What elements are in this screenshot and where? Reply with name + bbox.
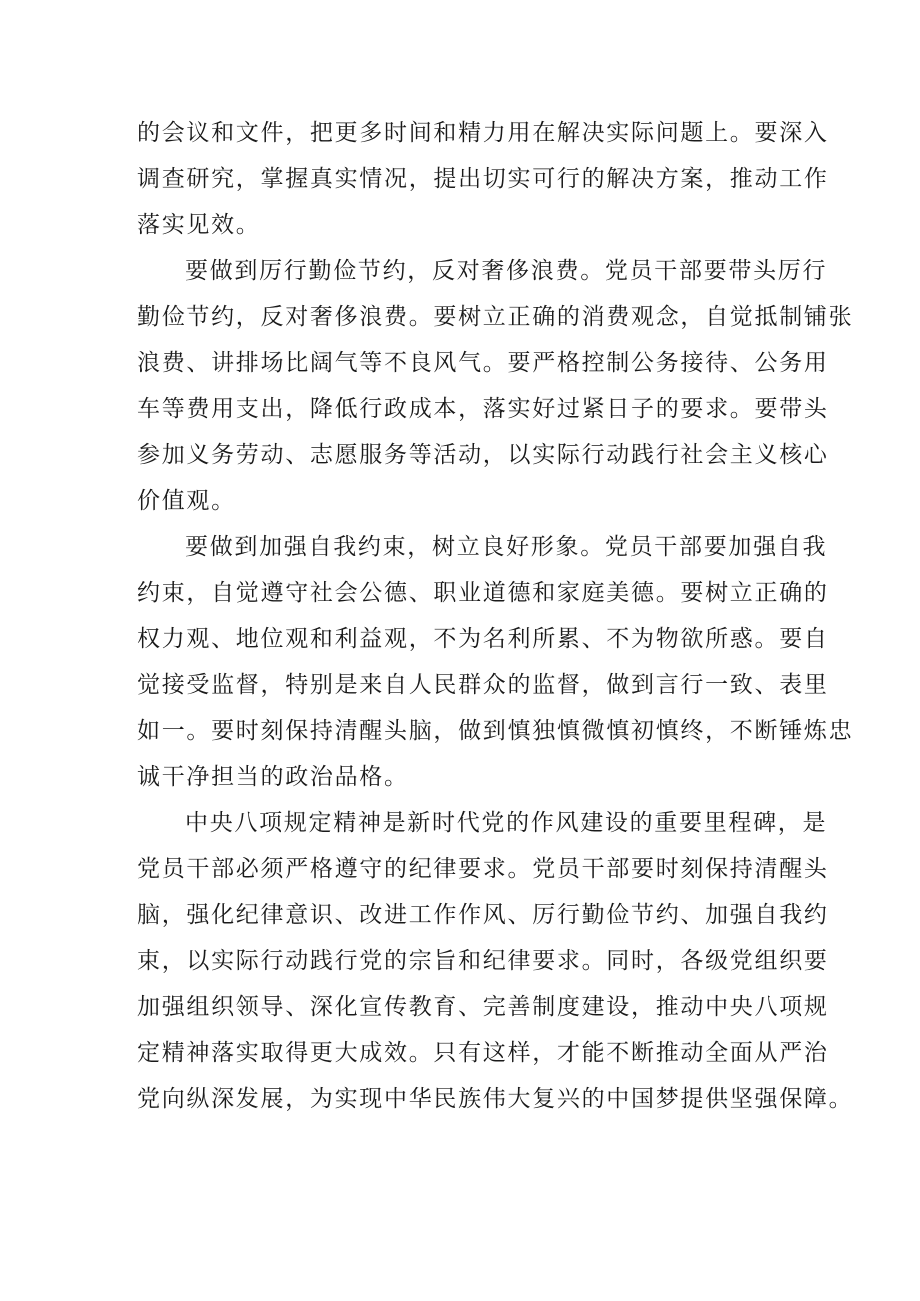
paragraph-line: 加强组织领导、深化宣传教育、完善制度建设，推动中央八项规: [137, 994, 829, 1020]
paragraph-line: 约束，自觉遵守社会公德、职业道德和家庭美德。要树立正确的: [137, 580, 829, 606]
paragraph-line: 浪费、讲排场比阔气等不良风气。要严格控制公务接待、公务用: [137, 350, 829, 376]
document-body: [137, 110, 854, 1122]
paragraph-line: 党员干部必须严格遵守的纪律要求。党员干部要时刻保持清醒头: [137, 856, 829, 882]
paragraph-line: 党向纵深发展，为实现中华民族伟大复兴的中国梦提供坚强保障。: [137, 1086, 854, 1112]
paragraph-line: 勤俭节约，反对奢侈浪费。要树立正确的消费观念，自觉抵制铺张: [137, 304, 854, 330]
paragraph-line: 如一。要时刻保持清醒头脑，做到慎独慎微慎初慎终，不断锤炼忠: [137, 718, 854, 744]
paragraph-line: 落实见效。: [137, 212, 261, 238]
paragraph-line: 定精神落实取得更大成效。只有这样，才能不断推动全面从严治: [137, 1040, 829, 1066]
paragraph-first-line: 要做到加强自我约束，树立良好形象。党员干部要加强自我: [185, 534, 828, 560]
paragraph-line: 束，以实际行动践行党的宗旨和纪律要求。同时，各级党组织要: [137, 948, 829, 974]
paragraph-line: 的会议和文件，把更多时间和精力用在解决实际问题上。要深入: [137, 120, 829, 146]
paragraph-line: 权力观、地位观和利益观，不为名利所累、不为物欲所惑。要自: [137, 626, 829, 652]
paragraph-line: 价值观。: [137, 488, 236, 514]
paragraph-line: 参加义务劳动、志愿服务等活动，以实际行动践行社会主义核心: [137, 442, 829, 468]
paragraph-first-line: 要做到厉行勤俭节约，反对奢侈浪费。党员干部要带头厉行: [185, 258, 828, 284]
paragraph-line: 诚干净担当的政治品格。: [137, 764, 409, 790]
paragraph-line: 觉接受监督，特别是来自人民群众的监督，做到言行一致、表里: [137, 672, 829, 698]
paragraph-line: 车等费用支出，降低行政成本，落实好过紧日子的要求。要带头: [137, 396, 829, 422]
paragraph-line: 脑，强化纪律意识、改进工作作风、厉行勤俭节约、加强自我约: [137, 902, 829, 928]
paragraph-first-line: 中央八项规定精神是新时代党的作风建设的重要里程碑，是: [185, 810, 828, 836]
paragraph-line: 调查研究，掌握真实情况，提出切实可行的解决方案，推动工作: [137, 166, 829, 192]
